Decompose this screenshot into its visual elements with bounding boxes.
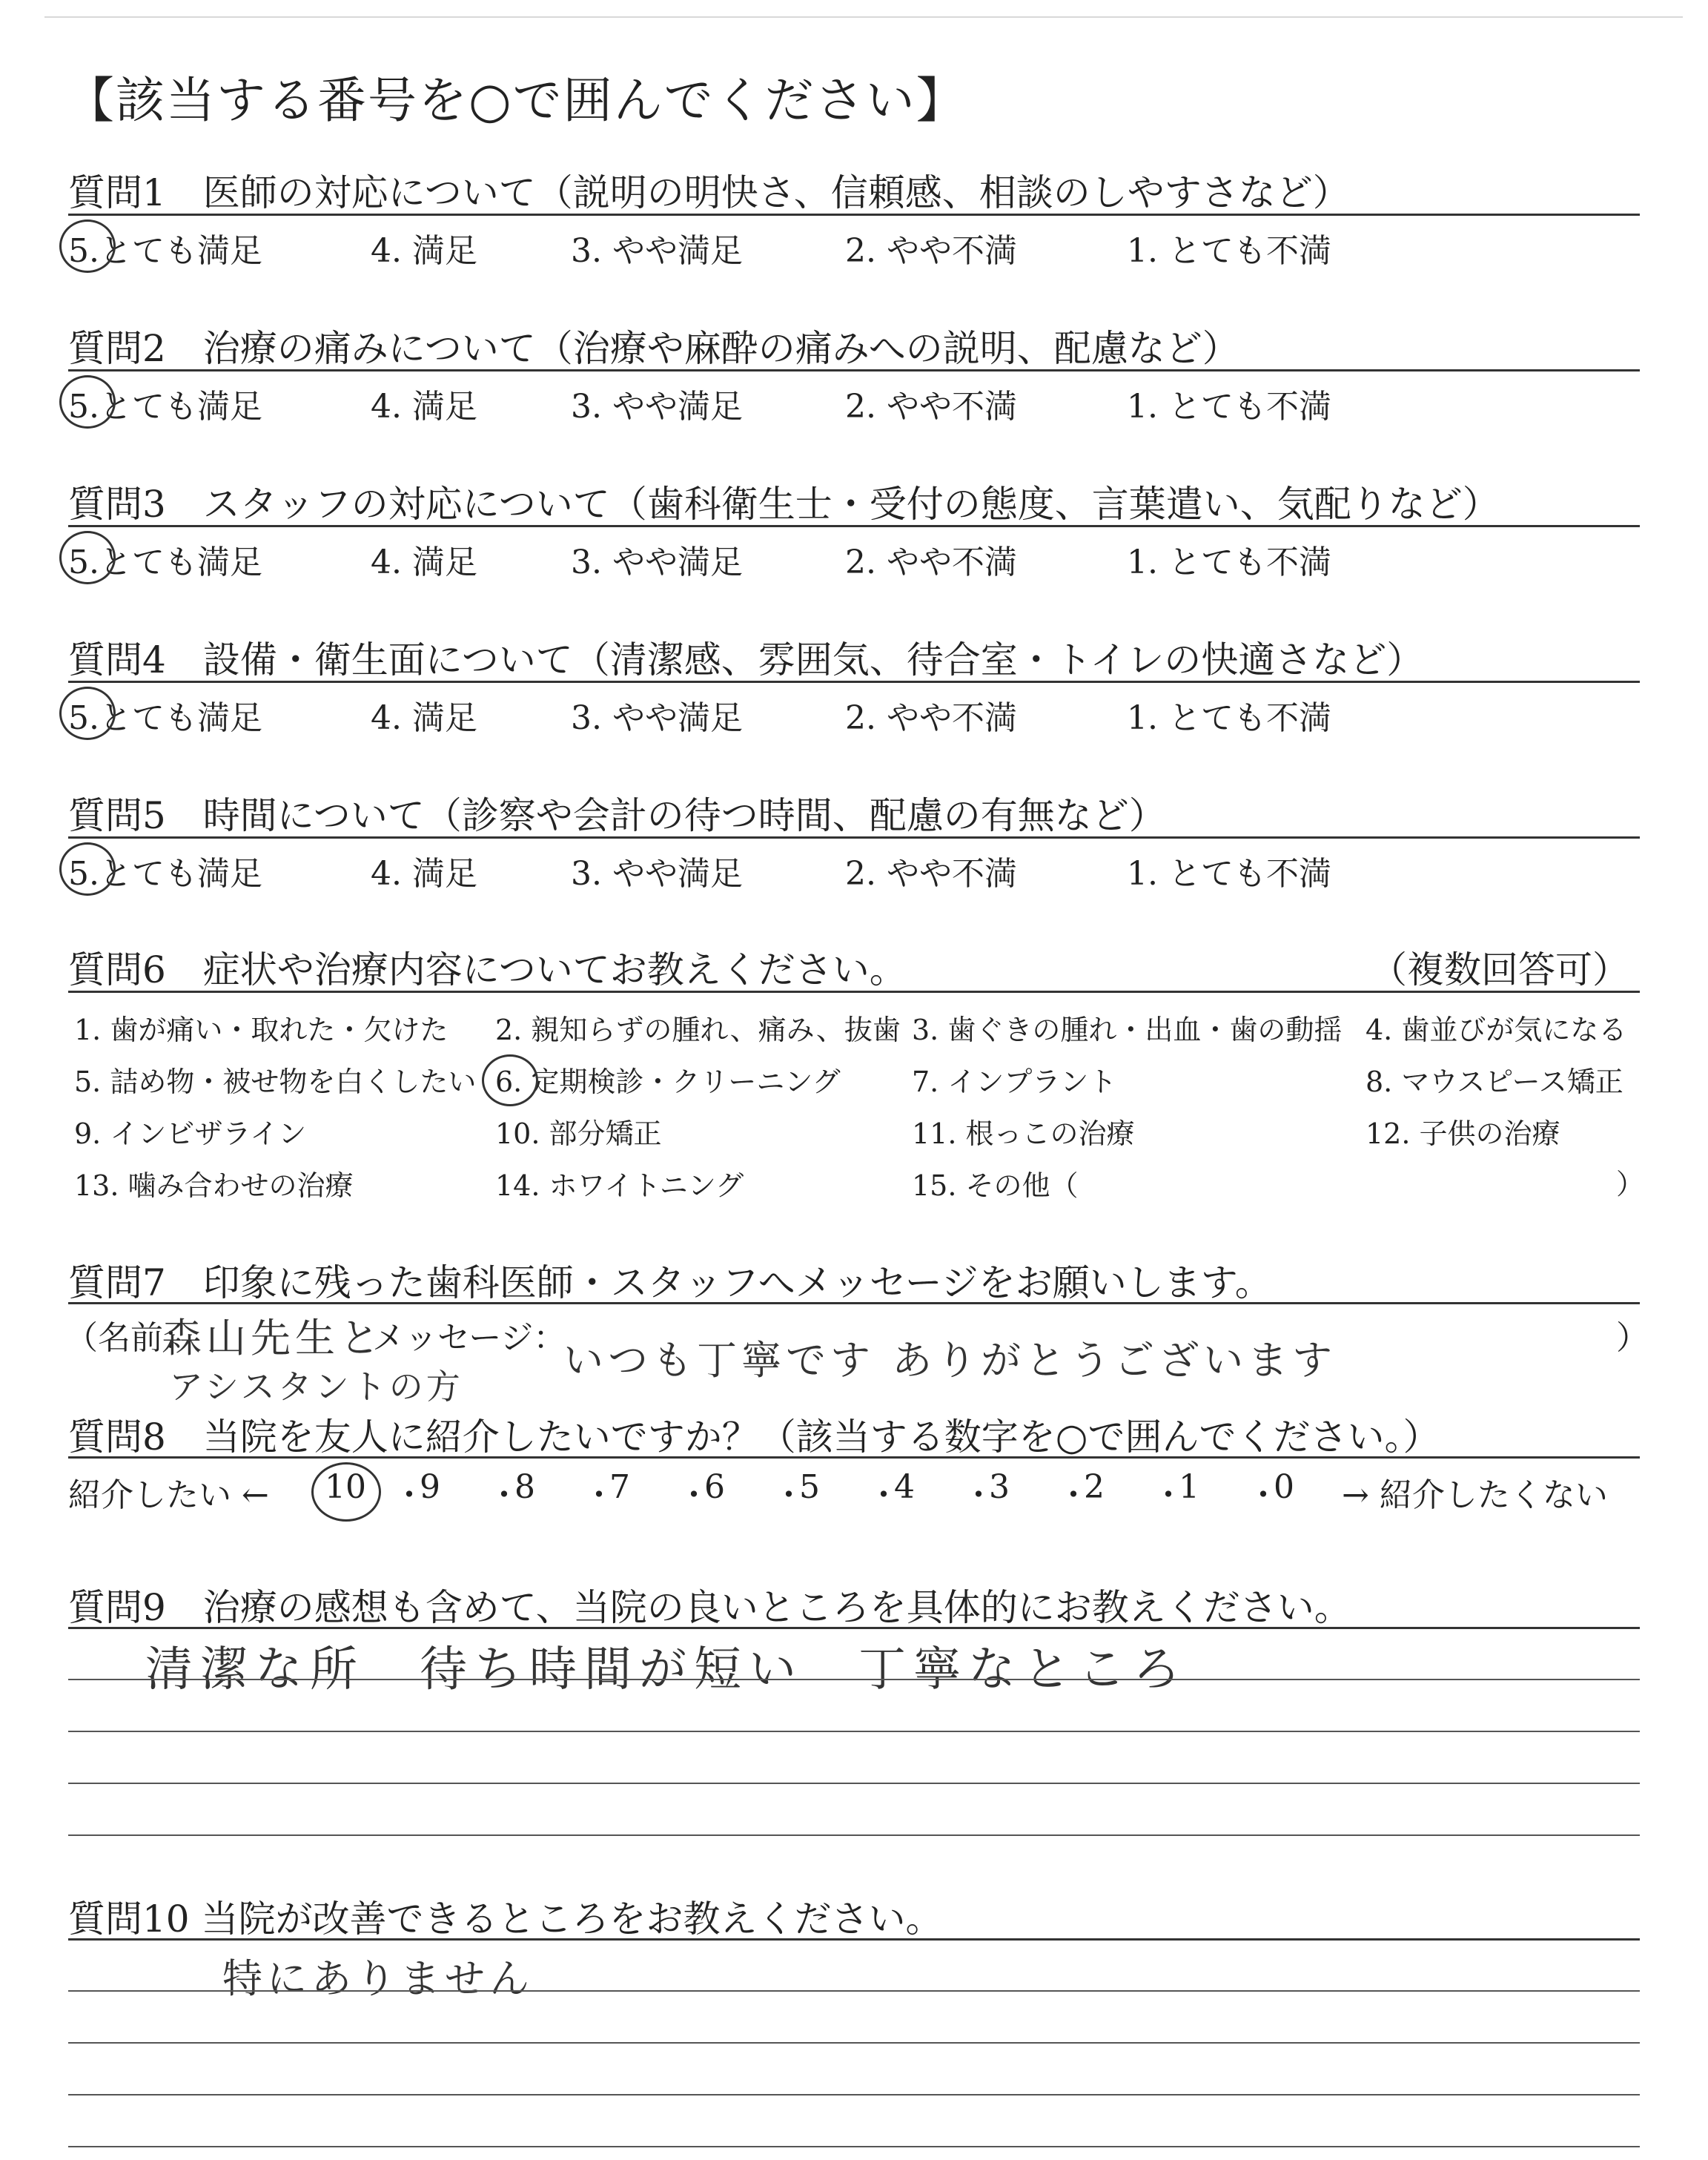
q8-scale-separator: ・ (678, 1476, 710, 1514)
q4-rule (68, 681, 1640, 683)
q6-item[interactable]: 6. 定期検診・クリーニング (495, 1066, 841, 1098)
q1-option[interactable]: 2. やや不満 (845, 232, 1017, 270)
q6-selection-circle (482, 1054, 538, 1106)
q5-title: 質問5 時間について（診察や会計の待つ時間、配慮の有無など） (68, 794, 1166, 837)
q6-item[interactable]: 7. インプラント (912, 1066, 1117, 1098)
q1-option[interactable]: 5.とても満足 (68, 232, 262, 270)
q3-option[interactable]: 2. やや不満 (845, 544, 1017, 581)
q1-option[interactable]: 3. やや満足 (571, 232, 743, 270)
q8-scale-value[interactable]: 10 (325, 1468, 366, 1506)
q1-rule (68, 214, 1640, 216)
q5-rule (68, 836, 1640, 839)
q9-line-4 (68, 1834, 1640, 1836)
q8-scale-separator: ・ (1152, 1476, 1185, 1514)
q6-rule (68, 991, 1640, 993)
q3-title: 質問3 スタッフの対応について（歯科衛生士・受付の態度、言葉遣い、気配りなど） (68, 483, 1500, 526)
q4-option[interactable]: 2. やや不満 (845, 699, 1017, 737)
q7-rule (68, 1302, 1640, 1304)
q8-right-label: → 紹介したくない (1342, 1476, 1608, 1514)
q8-scale-value[interactable]: 2 (1084, 1468, 1105, 1506)
q5-selection-circle (59, 842, 116, 896)
q3-option[interactable]: 3. やや満足 (571, 544, 743, 581)
q6-item[interactable]: 12. 子供の治療 (1366, 1117, 1560, 1150)
q8-scale-value[interactable]: 9 (420, 1468, 440, 1506)
q10-line-4 (68, 2146, 1640, 2147)
q6-item[interactable]: 3. 歯ぐきの腫れ・出血・歯の動揺 (912, 1014, 1343, 1046)
q10-line-2 (68, 2042, 1640, 2044)
q8-scale-separator: ・ (962, 1476, 995, 1514)
q8-scale-separator: ・ (488, 1476, 520, 1514)
q7-message-handwritten: いつも丁寧です ありがとうございます (563, 1337, 1337, 1384)
q5-option[interactable]: 4. 満足 (371, 855, 477, 893)
q2-option[interactable]: 4. 満足 (371, 388, 477, 426)
q3-selection-circle (59, 531, 116, 584)
q2-selection-circle (59, 375, 116, 429)
q4-option[interactable]: 1. とても不満 (1127, 699, 1331, 737)
q4-title: 質問4 設備・衛生面について（清潔感、雰囲気、待合室・トイレの快適さなど） (68, 638, 1424, 681)
q9-title: 質問9 治療の感想も含めて、当院の良いところを具体的にお教えください。 (68, 1586, 1351, 1629)
q7-message-label: メッセージ： (372, 1319, 566, 1357)
q3-option[interactable]: 1. とても不満 (1127, 544, 1331, 581)
q8-scale-value[interactable]: 5 (799, 1468, 820, 1506)
q2-rule (68, 369, 1640, 371)
q3-option[interactable]: 5.とても満足 (68, 544, 262, 581)
q8-left-label: 紹介したい ← (68, 1476, 269, 1514)
q6-note: （複数回答可） (1370, 948, 1629, 991)
q8-rule (68, 1456, 1640, 1459)
q2-option[interactable]: 3. やや満足 (571, 388, 743, 426)
q8-scale-separator: ・ (583, 1476, 615, 1514)
q8-scale-value[interactable]: 3 (989, 1468, 1010, 1506)
q10-line-1 (68, 1990, 1640, 1992)
q6-item[interactable]: 9. インビザライン (74, 1117, 307, 1150)
q7-title: 質問7 印象に残った歯科医師・スタッフへメッセージをお願いします。 (68, 1261, 1272, 1304)
q7-name-handwritten-2: アシスタントの方 (169, 1367, 463, 1407)
q6-item[interactable]: 11. 根っこの治療 (912, 1117, 1135, 1150)
q6-item[interactable]: 8. マウスピース矯正 (1366, 1066, 1623, 1098)
q8-scale-value[interactable]: 7 (609, 1468, 630, 1506)
q4-selection-circle (59, 687, 116, 740)
q4-option[interactable]: 3. やや満足 (571, 699, 743, 737)
q1-option[interactable]: 4. 満足 (371, 232, 477, 270)
q9-line-2 (68, 1731, 1640, 1732)
q7-close-paren: ） (1616, 1319, 1649, 1357)
top-divider (44, 16, 1683, 18)
q2-title: 質問2 治療の痛みについて（治療や麻酔の痛みへの説明、配慮など） (68, 327, 1239, 370)
q2-option[interactable]: 1. とても不満 (1127, 388, 1331, 426)
q6-item[interactable]: 15. その他（ (912, 1169, 1079, 1202)
q1-selection-circle (59, 219, 116, 273)
q6-item[interactable]: 2. 親知らずの腫れ、痛み、抜歯 (495, 1014, 901, 1046)
q1-title: 質問1 医師の対応について（説明の明快さ、信頼感、相談のしやすさなど） (68, 171, 1350, 214)
q6-item[interactable]: 5. 詰め物・被せ物を白くしたい (74, 1066, 477, 1098)
q6-title: 質問6 症状や治療内容についてお教えください。 (68, 948, 907, 991)
q8-scale-value[interactable]: 0 (1274, 1468, 1294, 1506)
q5-option[interactable]: 1. とても不満 (1127, 855, 1331, 893)
q8-scale-separator: ・ (1247, 1476, 1280, 1514)
q10-rule (68, 1938, 1640, 1941)
q7-name-label: （名前： (65, 1319, 196, 1357)
q8-scale-value[interactable]: 8 (514, 1468, 535, 1506)
q3-rule (68, 525, 1640, 527)
q8-scale-value[interactable]: 6 (704, 1468, 725, 1506)
q9-line-3 (68, 1783, 1640, 1784)
q10-line-3 (68, 2094, 1640, 2095)
q2-option[interactable]: 5.とても満足 (68, 388, 262, 426)
q6-item[interactable]: 13. 噛み合わせの治療 (74, 1169, 354, 1202)
q9-line-1 (68, 1679, 1640, 1680)
q8-scale-value[interactable]: 1 (1179, 1468, 1199, 1506)
q4-option[interactable]: 5.とても満足 (68, 699, 262, 737)
q4-option[interactable]: 4. 満足 (371, 699, 477, 737)
q10-handwritten-answer: 特にありません (222, 1955, 534, 2002)
q8-selection-circle (311, 1462, 381, 1522)
q6-item[interactable]: 10. 部分矯正 (495, 1117, 662, 1150)
q9-handwritten-answer: 清潔な所 待ち時間が短い 丁寧なところ (145, 1642, 1188, 1697)
q10-title: 質問10 当院が改善できるところをお教えください。 (68, 1898, 943, 1941)
page-header: 【該当する番号を○で囲んでください】 (65, 72, 967, 129)
q5-option[interactable]: 2. やや不満 (845, 855, 1017, 893)
q6-item[interactable]: 14. ホワイトニング (495, 1169, 744, 1202)
q5-option[interactable]: 5.とても満足 (68, 855, 262, 893)
q8-title: 質問8 当院を友人に紹介したいですか？（該当する数字を○で囲んでください。） (68, 1416, 1440, 1459)
q8-scale-separator: ・ (393, 1476, 426, 1514)
q1-option[interactable]: 1. とても不満 (1127, 232, 1331, 270)
q3-option[interactable]: 4. 満足 (371, 544, 477, 581)
q6-item[interactable]: 1. 歯が痛い・取れた・欠けた (74, 1014, 448, 1046)
q8-scale-separator: ・ (772, 1476, 805, 1514)
q8-scale-value[interactable]: 4 (894, 1468, 915, 1506)
q5-option[interactable]: 3. やや満足 (571, 855, 743, 893)
q6-close-paren: ） (1616, 1168, 1645, 1200)
q6-item[interactable]: 4. 歯並びが気になる (1366, 1014, 1627, 1046)
q2-option[interactable]: 2. やや不満 (845, 388, 1017, 426)
q8-scale-separator: ・ (867, 1476, 900, 1514)
q7-name-handwritten-1: 森山先生と (162, 1315, 384, 1361)
q8-scale-separator: ・ (1057, 1476, 1090, 1514)
q9-rule (68, 1627, 1640, 1629)
